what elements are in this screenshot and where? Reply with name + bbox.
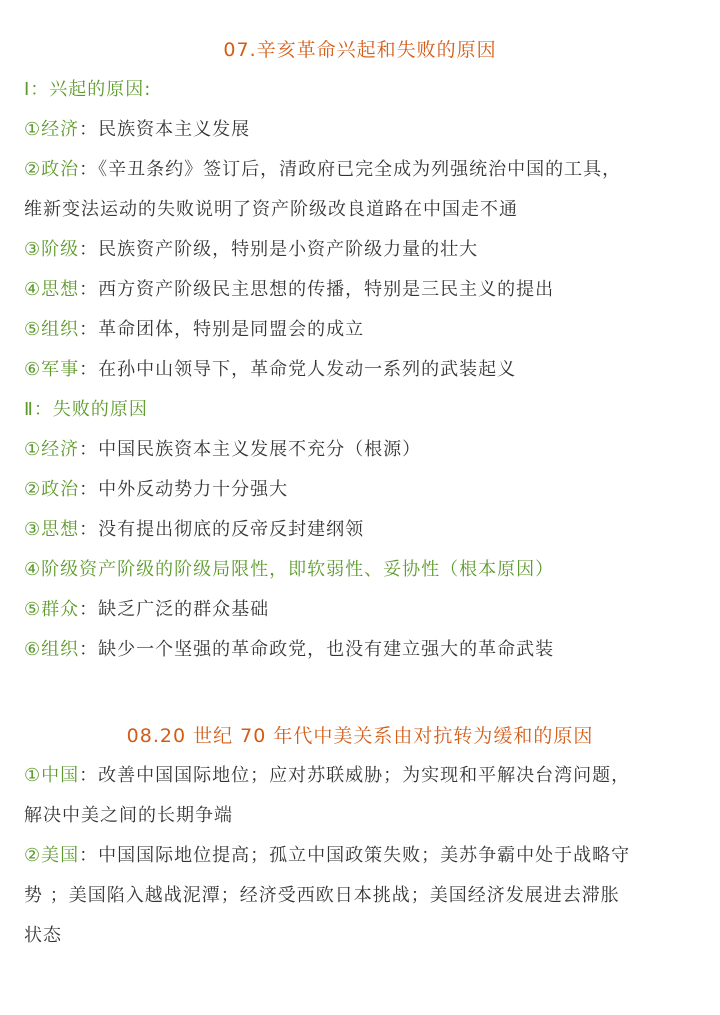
item-text: ：改善中国国际地位；应对苏联威胁；为实现和平解决台湾问题， bbox=[79, 765, 631, 786]
item-text: ：中国民族资本主义发展不充分（根源） bbox=[79, 439, 422, 460]
fail-heading: Ⅱ：失败的原因 bbox=[24, 399, 148, 420]
item-label: ①经济 bbox=[24, 119, 80, 140]
item-label: ②美国 bbox=[24, 845, 80, 866]
item-text: ：缺少一个坚强的革命政党，也没有建立强大的革命武装 bbox=[79, 639, 555, 660]
item-label: ⑤组织 bbox=[24, 319, 80, 340]
rise-item-organization bbox=[24, 310, 696, 350]
item-text: ：民族资本主义发展 bbox=[79, 119, 251, 140]
fail-item-class: ④阶级资产阶级的阶级局限性，即软弱性、妥协性（根本原因） bbox=[24, 559, 555, 580]
rise-item-economy bbox=[24, 110, 696, 150]
fail-item-organization bbox=[24, 630, 696, 670]
item-text: ：中外反动势力十分强大 bbox=[79, 479, 289, 500]
rise-heading: Ⅰ：兴起的原因: bbox=[24, 79, 152, 100]
item-text: ：没有提出彻底的反帝反封建纲领 bbox=[79, 519, 365, 540]
item-label: ②政治 bbox=[24, 159, 80, 180]
item-label: ④思想 bbox=[24, 279, 80, 300]
fail-item-economy bbox=[24, 430, 696, 470]
item-text: ：革命团体，特别是同盟会的成立 bbox=[79, 319, 365, 340]
rise-item-politics bbox=[24, 150, 696, 190]
item-text: ：西方资产阶级民主思想的传播，特别是三民主义的提出 bbox=[79, 279, 555, 300]
item-label: ③阶级 bbox=[24, 239, 80, 260]
item-label: ③思想 bbox=[24, 519, 80, 540]
item-text: ：中国国际地位提高；孤立中国政策失败；美苏争霸中处于战略守 bbox=[79, 845, 631, 866]
item-label: ⑥组织 bbox=[24, 639, 80, 660]
sino-us-item-usa-cont2: 状态 bbox=[24, 925, 62, 946]
item-text: ：在孙中山领导下，革命党人发动一系列的武装起义 bbox=[79, 359, 517, 380]
sino-us-item-china bbox=[24, 756, 696, 796]
sino-us-item-usa-cont: 势 ；美国陷入越战泥潭；经济受西欧日本挑战；美国经济发展进去滞胀 bbox=[24, 885, 620, 906]
rise-item-class bbox=[24, 230, 696, 270]
rise-item-thought bbox=[24, 270, 696, 310]
fail-item-thought bbox=[24, 510, 696, 550]
item-text: ：缺乏广泛的群众基础 bbox=[79, 599, 270, 620]
item-label: ①中国 bbox=[24, 765, 80, 786]
item-label: ②政治 bbox=[24, 479, 80, 500]
item-label: ①经济 bbox=[24, 439, 80, 460]
fail-item-masses bbox=[24, 590, 696, 630]
item-label: ⑥军事 bbox=[24, 359, 80, 380]
section-2-title: 08.20 世纪 70 年代中美关系由对抗转为缓和的原因 bbox=[126, 725, 594, 747]
item-label: ⑤群众 bbox=[24, 599, 80, 620]
document-page bbox=[0, 30, 720, 1015]
section-1-title: 07.辛亥革命兴起和失败的原因 bbox=[223, 39, 497, 61]
fail-item-politics bbox=[24, 470, 696, 510]
rise-item-military bbox=[24, 350, 696, 390]
item-text: ：民族资产阶级，特别是小资产阶级力量的壮大 bbox=[79, 239, 479, 260]
item-text: ：《辛丑条约》签订后，清政府已完全成为列强统治中国的工具， bbox=[79, 159, 622, 180]
sino-us-item-china-cont: 解决中美之间的长期争端 bbox=[24, 805, 233, 826]
sino-us-item-usa bbox=[24, 836, 696, 876]
rise-item-politics-cont: 维新变法运动的失败说明了资产阶级改良道路在中国走不通 bbox=[24, 199, 518, 220]
